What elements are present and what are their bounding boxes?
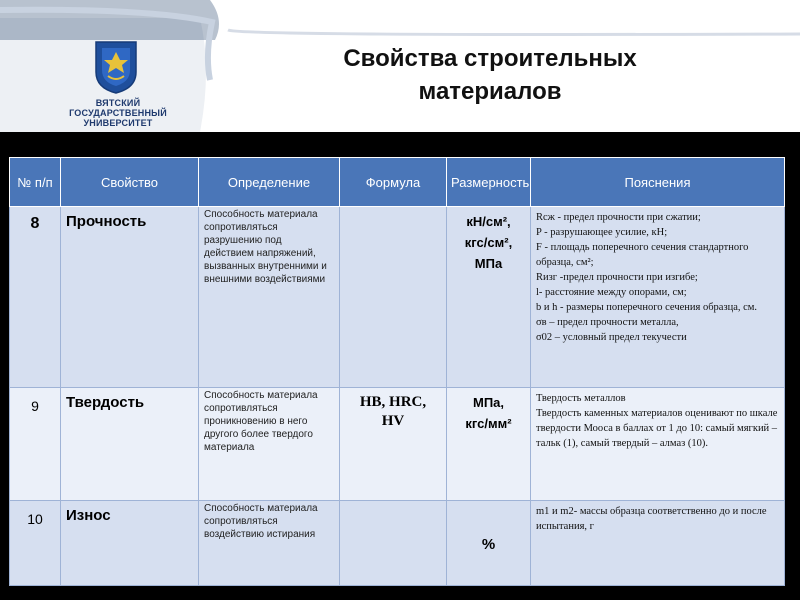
cell-notes <box>531 501 785 586</box>
cell-formula <box>340 501 447 586</box>
university-name <box>58 98 178 128</box>
cell-formula <box>340 388 447 501</box>
cell-notes <box>531 207 785 388</box>
header-formula: Формула <box>340 158 447 207</box>
header-num: № п/п <box>10 158 61 207</box>
unit-line: % <box>481 535 496 553</box>
university-logo <box>58 40 178 130</box>
formula-line: HB, HRC, <box>359 394 427 410</box>
unit-line: МПа, <box>472 395 504 410</box>
table-row <box>10 388 785 501</box>
header-notes: Пояснения <box>531 158 785 207</box>
cell-definition: Способность материала сопротивляться проникновению в него другого более твердого материала <box>199 388 340 501</box>
properties-table-container <box>9 157 784 586</box>
header-definition: Определение <box>199 158 340 207</box>
university-name-line: ГОСУДАРСТВЕННЫЙ <box>69 108 167 118</box>
header-property: Свойство <box>61 158 199 207</box>
university-name-line: УНИВЕРСИТЕТ <box>83 118 153 128</box>
note-line: b и h - размеры поперечного сечения образца, см. <box>536 302 758 313</box>
cell-definition: Способность материала сопротивляться воздействию истирания <box>199 501 340 586</box>
table-row <box>10 501 785 586</box>
unit-line: кгс/см², <box>464 235 513 250</box>
note-line: Rизг -предел прочности при изгибе; <box>536 272 698 283</box>
properties-table <box>9 157 785 586</box>
cell-num: 10 <box>10 501 61 586</box>
cell-units <box>447 501 531 586</box>
page-title-line1: Свойства строительных <box>343 45 637 72</box>
university-name-line: ВЯТСКИЙ <box>95 98 141 108</box>
crest-icon <box>94 40 138 94</box>
note-line: Твердость металлов <box>536 393 626 404</box>
cell-property: Твердость <box>61 388 199 501</box>
formula-line: HV <box>381 413 405 429</box>
note-line: m1 и m2- массы образца соответственно до и после испытания, г <box>536 506 767 532</box>
unit-line: кгс/мм² <box>465 416 512 431</box>
cell-formula <box>340 207 447 388</box>
note-line: F - площадь поперечного сечения стандартного образца, см²; <box>536 242 749 268</box>
table-header-row <box>10 158 785 207</box>
note-line: σв – предел прочности металла, <box>536 317 679 328</box>
unit-line: МПа <box>474 256 503 271</box>
cell-property: Износ <box>61 501 199 586</box>
slide-header <box>0 0 800 132</box>
note-line: P - разрушающее усилие, кН; <box>536 227 668 238</box>
page-title-line2: материалов <box>418 78 562 105</box>
header-units: Размерность <box>447 158 531 207</box>
note-line: σ02 – условный предел текучести <box>536 332 687 343</box>
cell-units <box>447 388 531 501</box>
table-row <box>10 207 785 388</box>
note-line: l- расстояние между опорами, см; <box>536 287 687 298</box>
cell-property: Прочность <box>61 207 199 388</box>
cell-num: 9 <box>10 388 61 501</box>
page-title <box>260 42 720 108</box>
cell-units <box>447 207 531 388</box>
unit-line: кН/см², <box>466 214 511 229</box>
note-line: Твердость каменных материалов оценивают по шкале твердости Мооса в баллах от 1 до 10: самый мягкий – тальк (1), самый твердый – алмаз (10). <box>536 408 778 449</box>
cell-num: 8 <box>10 207 61 388</box>
note-line: Rсж - предел прочности при сжатии; <box>536 212 701 223</box>
cell-notes <box>531 388 785 501</box>
cell-definition: Способность материала сопротивляться разрушению под действием напряжений, вызванных внутренними и внешними воздействиями <box>199 207 340 388</box>
